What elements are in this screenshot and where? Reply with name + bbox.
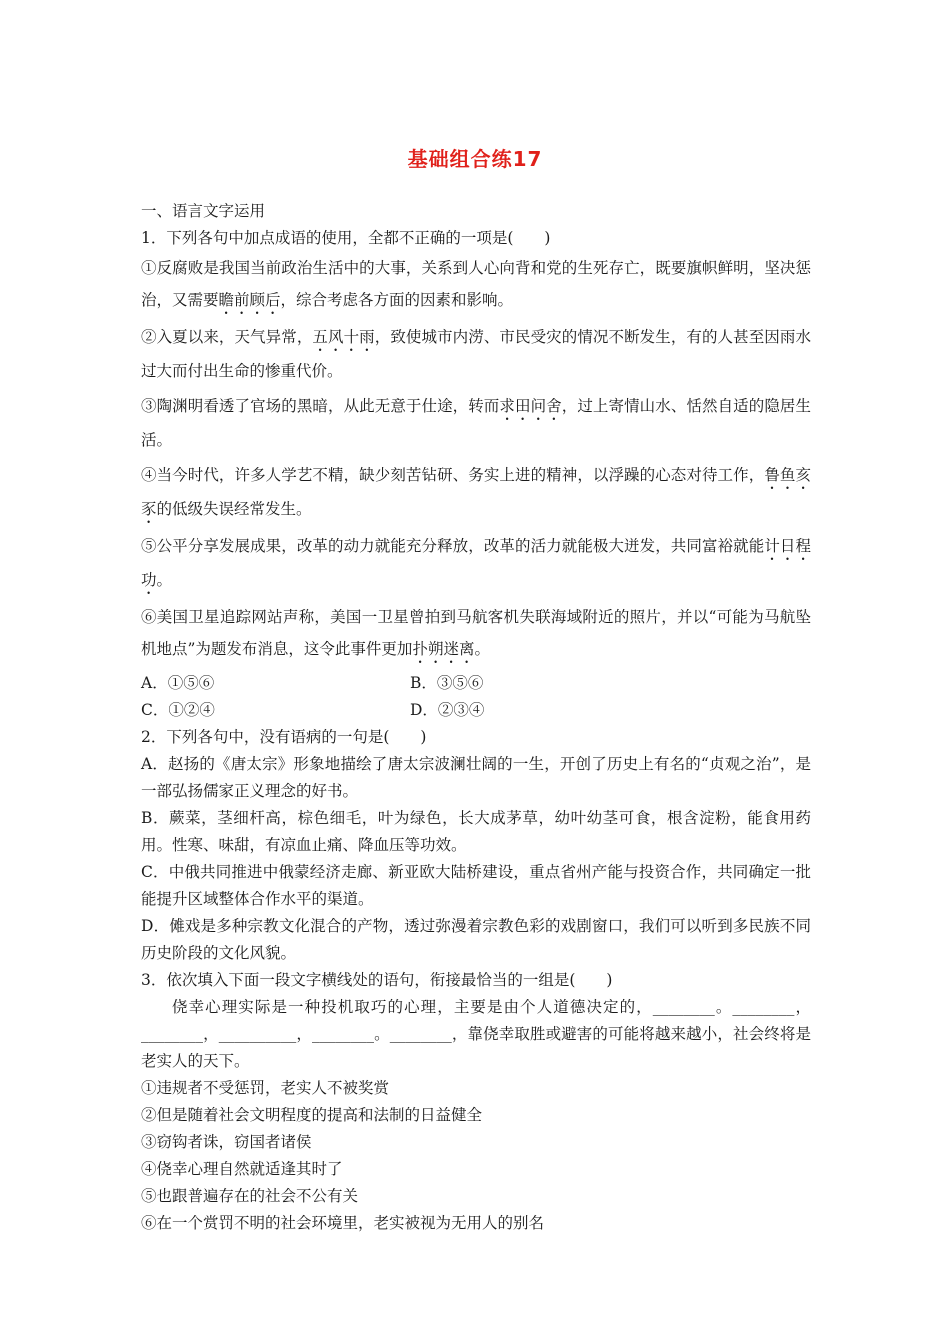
q1-sentence-5: ⑤公平分享发展成果，改革的动力就能充分释放，改革的活力就能极大迸发，共同富裕就能计日程功。 (141, 537, 811, 589)
dotted-idiom: 鲁鱼亥豕 (141, 466, 811, 518)
q2-option-b: B．蕨菜，茎细杆高，棕色细毛，叶为绿色，长大成茅草，幼叶幼茎可食，根含淀粉，能食用药用。性寒、味甜，有凉血止痛、降血压等功效。 (141, 809, 811, 854)
q1-options-row-1 (141, 670, 811, 697)
question-1-stem: 1．下列各句中加点成语的使用，全都不正确的一项是( ) (141, 229, 551, 247)
q1-sentence-4: ④当今时代，许多人学艺不精，缺少刻苦钻研、务实上进的精神，以浮躁的心态对待工作，鲁鱼亥豕的低级失误经常发生。 (141, 466, 811, 518)
q3-item-5: ⑤也跟普遍存在的社会不公有关 (141, 1187, 359, 1205)
question-2-stem: 2．下列各句中，没有语病的一句是( ) (141, 728, 427, 746)
q1-option-b: B．③⑤⑥ (410, 674, 484, 692)
page-title: 基础组合练17 (407, 147, 543, 171)
dotted-idiom: 五风十雨 (312, 328, 375, 346)
section-heading: 一、语言文字运用 (141, 202, 266, 220)
q1-options-row-2 (141, 697, 811, 724)
q1-option-a: A．①⑤⑥ (141, 674, 215, 692)
q1-option-d: D．②③④ (410, 701, 485, 719)
q2-option-c: C．中俄共同推进中俄蒙经济走廊、新亚欧大陆桥建设，重点省州产能与投资合作，共同确定一批能提升区域整体合作水平的渠道。 (141, 863, 811, 908)
dotted-idiom: 扑朔迷离 (412, 640, 475, 658)
q3-item-4: ④侥幸心理自然就适逢其时了 (141, 1160, 343, 1178)
q1-sentence-6: ⑥美国卫星追踪网站声称，美国一卫星曾拍到马航客机失联海域附近的照片，并以“可能为马航坠机地点”为题发布消息，这令此事件更加扑朔迷离。 (141, 608, 811, 658)
dotted-idiom: 瞻前顾后 (218, 291, 281, 309)
q2-option-d: D．傩戏是多种宗教文化混合的产物，透过弥漫着宗教色彩的戏剧窗口，我们可以听到多民族不同历史阶段的文化风貌。 (141, 917, 811, 962)
dotted-idiom: 求田问舍 (499, 397, 562, 415)
q2-option-a: A．赵扬的《唐太宗》形象地描绘了唐太宗波澜壮阔的一生，开创了历史上有名的“贞观之治”，是一部弘扬儒家正义理念的好书。 (141, 755, 811, 800)
q1-option-c: C．①②④ (141, 701, 215, 719)
q3-item-1: ①违规者不受惩罚，老实人不被奖赏 (141, 1079, 390, 1097)
q3-passage: 侥幸心理实际是一种投机取巧的心理，主要是由个人道德决定的，________。________，________，__________，________。________，靠侥幸取胜或避害的可能将越来越小，社会终将是老实人的天下。 (141, 998, 811, 1070)
q1-sentence-1: ①反腐败是我国当前政治生活中的大事，关系到人心向背和党的生死存亡，既要旗帜鲜明，坚决惩治，又需要瞻前顾后，综合考虑各方面的因素和影响。 (141, 259, 811, 309)
q1-sentence-2: ②入夏以来，天气异常，五风十雨，致使城市内涝、市民受灾的情况不断发生，有的人甚至因雨水过大而付出生命的惨重代价。 (141, 328, 811, 380)
q1-sentence-3: ③陶渊明看透了官场的黑暗，从此无意于仕途，转而求田问舍，过上寄情山水、恬然自适的隐居生活。 (141, 397, 811, 449)
dotted-idiom: 计日程功 (141, 537, 811, 589)
q3-item-3: ③窃钩者诛，窃国者诸侯 (141, 1133, 312, 1151)
question-3-stem: 3．依次填入下面一段文字横线处的语句，衔接最恰当的一组是( ) (141, 971, 613, 989)
q3-item-6: ⑥在一个赏罚不明的社会环境里，老实被视为无用人的别名 (141, 1214, 545, 1232)
document-body (141, 198, 811, 1237)
q3-item-2: ②但是随着社会文明程度的提高和法制的日益健全 (141, 1106, 483, 1124)
